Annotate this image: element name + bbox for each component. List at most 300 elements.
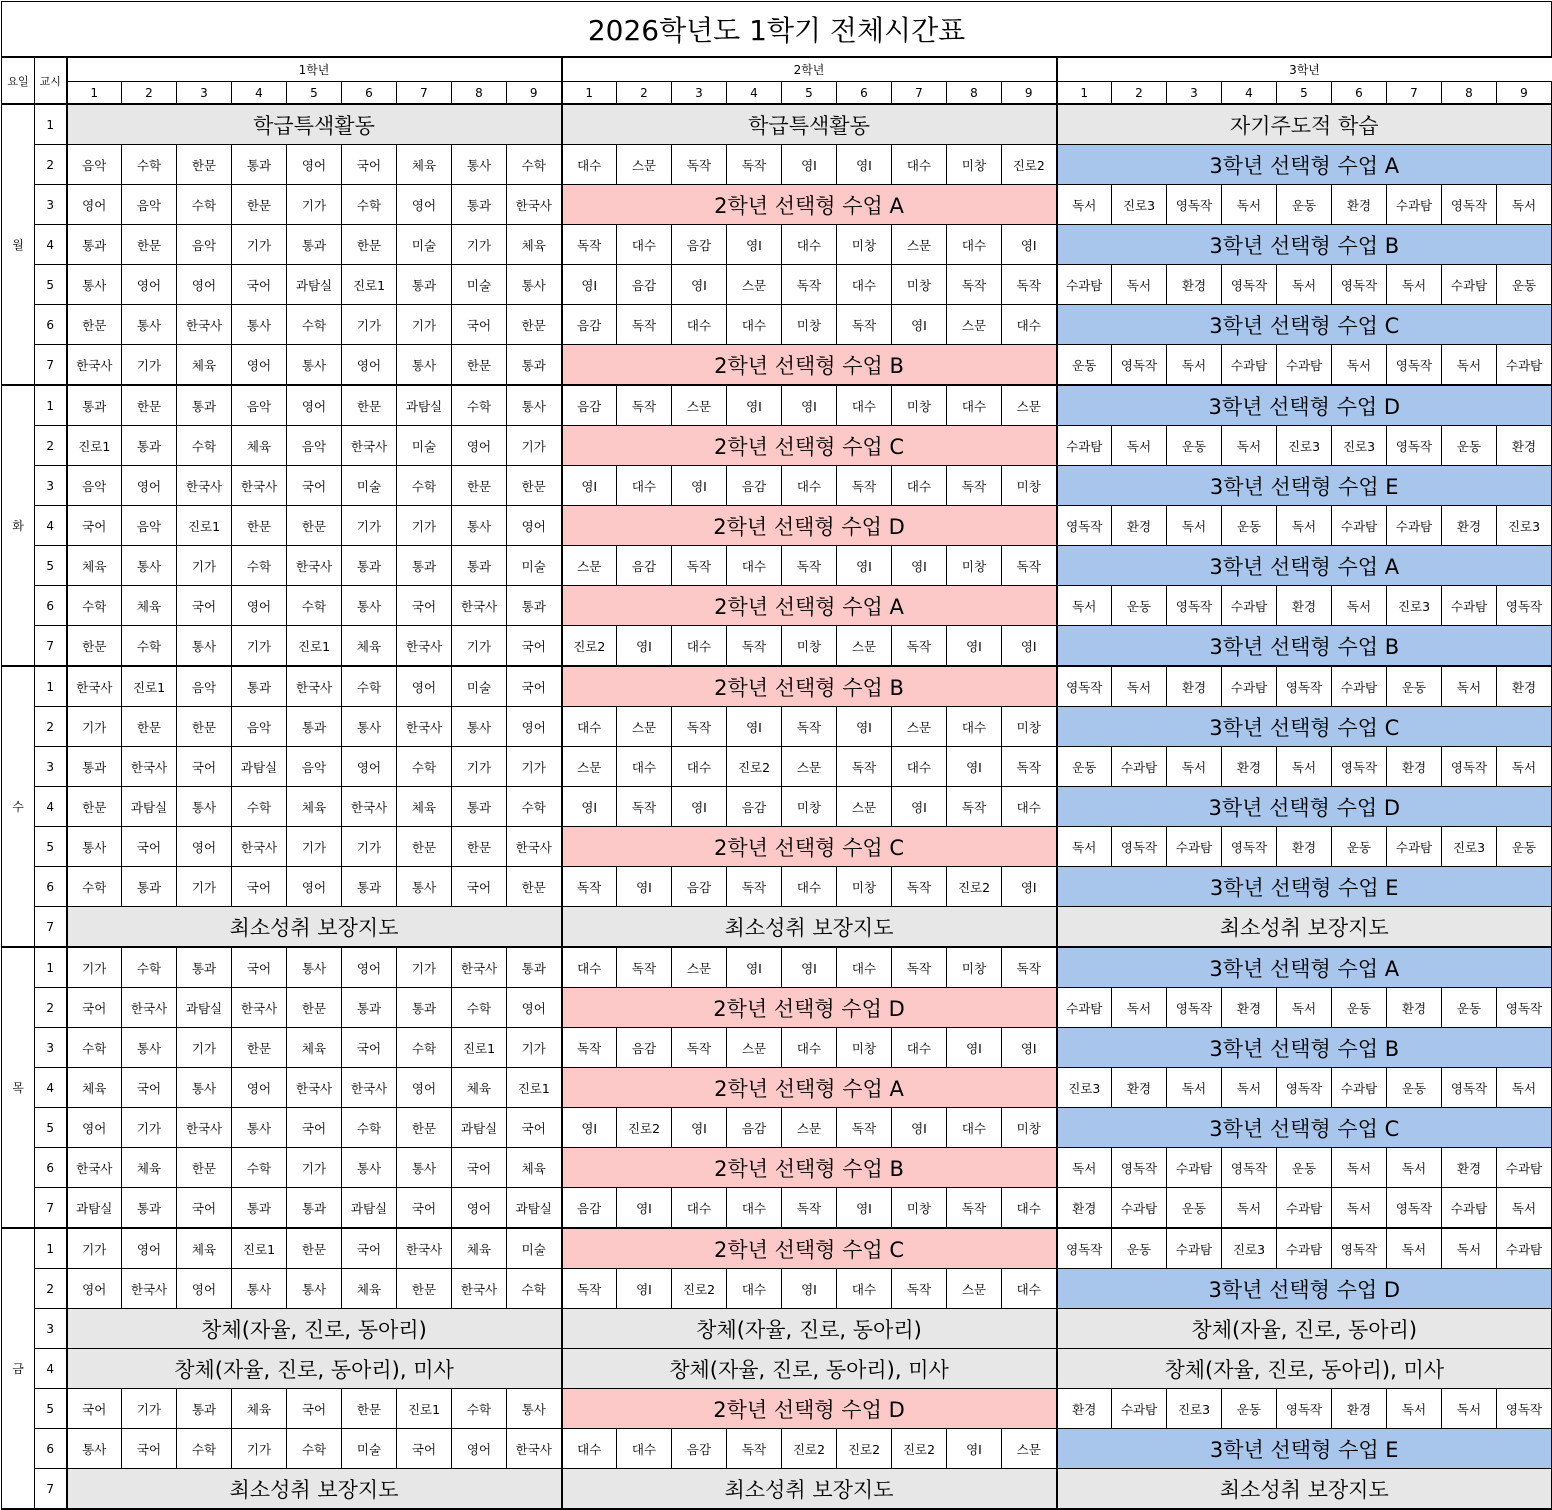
subject-cell: 영어: [232, 1068, 287, 1108]
class-number-header: 1: [1057, 82, 1112, 105]
period-row: [2, 185, 1552, 225]
subject-cell: 영Ⅰ: [617, 867, 672, 907]
subject-cell: 대수: [947, 385, 1002, 426]
subject-cell: 한문: [67, 787, 122, 827]
subject-cell: 수과탐: [1112, 1389, 1167, 1429]
subject-cell: 진로3: [1277, 426, 1332, 466]
subject-cell: 독작: [672, 145, 727, 185]
subject-cell: 운동: [1277, 185, 1332, 225]
subject-cell: 대수: [562, 145, 617, 185]
subject-cell: 운동: [1112, 1228, 1167, 1269]
subject-cell: 영Ⅰ: [672, 265, 727, 305]
subject-cell: 한문: [507, 466, 562, 506]
subject-cell: 음악: [287, 747, 342, 787]
subject-cell: 국어: [232, 265, 287, 305]
subject-cell: 스문: [562, 747, 617, 787]
subject-cell: 진로3: [1222, 1228, 1277, 1269]
subject-cell: 통과: [452, 185, 507, 225]
subject-cell: 영어: [507, 707, 562, 747]
subject-cell: 미술: [507, 546, 562, 586]
subject-cell: 국어: [342, 145, 397, 185]
subject-cell: 스문: [947, 1269, 1002, 1309]
subject-cell: 기가: [232, 1429, 287, 1469]
subject-cell: 영독작: [1332, 265, 1387, 305]
subject-cell: 영Ⅰ: [947, 1028, 1002, 1068]
grade-3-header: 3학년: [1057, 57, 1552, 82]
subject-cell: 한국사: [397, 707, 452, 747]
subject-cell: 한국사: [232, 827, 287, 867]
subject-cell: 미창: [892, 385, 947, 426]
subject-cell: 한문: [452, 345, 507, 386]
subject-cell: 대수: [782, 867, 837, 907]
class-number-header: 4: [1222, 82, 1277, 105]
subject-cell: 독서: [1057, 185, 1112, 225]
subject-cell: 독작: [1002, 265, 1057, 305]
subject-cell: 진로1: [507, 1068, 562, 1108]
subject-cell: 미창: [1002, 707, 1057, 747]
day-label: 금: [2, 1228, 35, 1509]
period-number: 5: [35, 1389, 67, 1429]
subject-cell: 독서: [1167, 747, 1222, 787]
subject-cell: 독작: [782, 707, 837, 747]
subject-cell: 수과탐: [1277, 1228, 1332, 1269]
subject-cell: 스문: [782, 747, 837, 787]
subject-cell: 통과: [67, 385, 122, 426]
subject-cell: 독서: [1222, 1188, 1277, 1229]
subject-cell: 통사: [287, 947, 342, 988]
period-number: 2: [35, 707, 67, 747]
subject-cell: 독서: [1387, 1148, 1442, 1188]
subject-cell: 통과: [507, 345, 562, 386]
subject-cell: 한국사: [287, 1068, 342, 1108]
period-row: [2, 305, 1552, 345]
subject-cell: 기가: [287, 1148, 342, 1188]
subject-cell: 독서: [1442, 1228, 1497, 1269]
subject-cell: 통사: [452, 145, 507, 185]
subject-cell: 통사: [232, 1269, 287, 1309]
subject-cell: 음악: [122, 506, 177, 546]
subject-cell: 영독작: [1442, 1068, 1497, 1108]
period-number: 7: [35, 626, 67, 667]
subject-cell: 대수: [617, 747, 672, 787]
subject-cell: 국어: [67, 506, 122, 546]
subject-cell: 환경: [1277, 827, 1332, 867]
subject-cell: 독작: [782, 546, 837, 586]
subject-cell: 진로2: [782, 1429, 837, 1469]
subject-cell: 영독작: [1497, 988, 1552, 1028]
subject-cell: 운동: [1442, 426, 1497, 466]
subject-cell: 한국사: [177, 1108, 232, 1148]
subject-cell: 한국사: [342, 1068, 397, 1108]
subject-cell: 수학: [342, 666, 397, 707]
period-number: 3: [35, 1028, 67, 1068]
period-row: [2, 546, 1552, 586]
subject-cell: 수학: [177, 426, 232, 466]
subject-cell: 독작: [1002, 546, 1057, 586]
subject-cell: 영독작: [1387, 345, 1442, 386]
subject-cell: 통사: [452, 707, 507, 747]
subject-cell: 스문: [672, 385, 727, 426]
subject-cell: 영Ⅰ: [1002, 867, 1057, 907]
subject-cell: 한문: [177, 145, 232, 185]
subject-cell: 영Ⅰ: [727, 707, 782, 747]
merged-activity-cell: 2학년 선택형 수업 A: [562, 1068, 1057, 1108]
subject-cell: 진로3: [1112, 185, 1167, 225]
subject-cell: 미술: [342, 466, 397, 506]
merged-activity-cell: 창체(자율, 진로, 동아리), 미사: [562, 1349, 1057, 1389]
subject-cell: 독작: [837, 466, 892, 506]
period-number: 4: [35, 225, 67, 265]
period-row: [2, 867, 1552, 907]
subject-cell: 영독작: [1167, 185, 1222, 225]
subject-cell: 음감: [562, 1188, 617, 1229]
class-number-header: 8: [452, 82, 507, 105]
subject-cell: 대수: [947, 225, 1002, 265]
merged-activity-cell: 최소성취 보장지도: [562, 907, 1057, 948]
subject-cell: 영독작: [1387, 1188, 1442, 1229]
period-row: [2, 907, 1552, 948]
subject-cell: 수과탐: [1387, 506, 1442, 546]
subject-cell: 스문: [1002, 385, 1057, 426]
subject-cell: 한문: [397, 1108, 452, 1148]
subject-cell: 독작: [837, 747, 892, 787]
subject-cell: 독작: [782, 1188, 837, 1229]
subject-cell: 한문: [287, 1228, 342, 1269]
merged-activity-cell: 3학년 선택형 수업 C: [1057, 1108, 1552, 1148]
subject-cell: 독작: [672, 1028, 727, 1068]
class-number-header: 4: [232, 82, 287, 105]
period-row: [2, 145, 1552, 185]
subject-cell: 미술: [452, 265, 507, 305]
period-row: [2, 666, 1552, 707]
subject-cell: 영Ⅰ: [782, 145, 837, 185]
subject-cell: 수학: [232, 787, 287, 827]
subject-cell: 음감: [727, 1108, 782, 1148]
subject-cell: 독작: [782, 265, 837, 305]
subject-cell: 기가: [287, 185, 342, 225]
subject-cell: 수학: [452, 1389, 507, 1429]
subject-cell: 대수: [727, 1269, 782, 1309]
subject-cell: 독서: [1277, 988, 1332, 1028]
subject-cell: 국어: [342, 1228, 397, 1269]
subject-cell: 대수: [727, 1188, 782, 1229]
subject-cell: 기가: [397, 506, 452, 546]
subject-cell: 대수: [672, 1188, 727, 1229]
subject-cell: 한국사: [342, 787, 397, 827]
subject-cell: 체육: [342, 626, 397, 667]
subject-cell: 국어: [507, 666, 562, 707]
subject-cell: 영어: [397, 185, 452, 225]
period-number: 3: [35, 466, 67, 506]
merged-activity-cell: 3학년 선택형 수업 D: [1057, 787, 1552, 827]
subject-cell: 영어: [452, 1429, 507, 1469]
subject-cell: 환경: [1112, 506, 1167, 546]
subject-cell: 수학: [287, 1429, 342, 1469]
subject-cell: 음감: [562, 305, 617, 345]
subject-cell: 대수: [1002, 305, 1057, 345]
subject-cell: 환경: [1497, 426, 1552, 466]
subject-cell: 환경: [1167, 265, 1222, 305]
merged-activity-cell: 3학년 선택형 수업 A: [1057, 546, 1552, 586]
subject-cell: 미창: [1002, 466, 1057, 506]
subject-cell: 환경: [1222, 988, 1277, 1028]
subject-cell: 영독작: [1167, 586, 1222, 626]
subject-cell: 독서: [1332, 345, 1387, 386]
subject-cell: 통사: [122, 305, 177, 345]
subject-cell: 기가: [452, 225, 507, 265]
subject-cell: 통사: [122, 1028, 177, 1068]
subject-cell: 진로1: [232, 1228, 287, 1269]
subject-cell: 한문: [452, 466, 507, 506]
subject-cell: 통과: [177, 385, 232, 426]
subject-cell: 수과탐: [1442, 586, 1497, 626]
period-row: [2, 1108, 1552, 1148]
class-number-header: 3: [672, 82, 727, 105]
subject-cell: 한국사: [122, 1269, 177, 1309]
subject-cell: 음감: [672, 1429, 727, 1469]
subject-cell: 영Ⅰ: [727, 947, 782, 988]
subject-cell: 국어: [177, 586, 232, 626]
subject-cell: 독서: [1442, 345, 1497, 386]
subject-cell: 수과탐: [1112, 747, 1167, 787]
merged-activity-cell: 2학년 선택형 수업 A: [562, 185, 1057, 225]
subject-cell: 진로1: [67, 426, 122, 466]
merged-activity-cell: 2학년 선택형 수업 B: [562, 1148, 1057, 1188]
merged-activity-cell: 2학년 선택형 수업 D: [562, 988, 1057, 1028]
period-number: 5: [35, 1108, 67, 1148]
subject-cell: 음악: [177, 666, 232, 707]
class-number-header: 8: [947, 82, 1002, 105]
subject-cell: 스문: [837, 787, 892, 827]
subject-cell: 수과탐: [1442, 1188, 1497, 1229]
period-number: 2: [35, 145, 67, 185]
subject-cell: 진로3: [1442, 827, 1497, 867]
subject-cell: 체육: [67, 1068, 122, 1108]
subject-cell: 기가: [232, 626, 287, 667]
subject-cell: 영Ⅰ: [782, 1269, 837, 1309]
period-column-header: 교시: [35, 57, 67, 104]
subject-cell: 환경: [1442, 506, 1497, 546]
subject-cell: 통사: [177, 1068, 232, 1108]
subject-cell: 한문: [397, 827, 452, 867]
merged-activity-cell: 최소성취 보장지도: [67, 907, 562, 948]
period-row: [2, 225, 1552, 265]
subject-cell: 한문: [452, 827, 507, 867]
subject-cell: 독작: [617, 305, 672, 345]
period-number: 7: [35, 907, 67, 948]
subject-cell: 미창: [782, 787, 837, 827]
subject-cell: 독작: [727, 626, 782, 667]
merged-activity-cell: 자기주도적 학습: [1057, 104, 1552, 145]
subject-cell: 미창: [892, 265, 947, 305]
period-row: [2, 947, 1552, 988]
class-number-header: 2: [122, 82, 177, 105]
subject-cell: 체육: [342, 1269, 397, 1309]
subject-cell: 대수: [947, 707, 1002, 747]
subject-cell: 대수: [1002, 787, 1057, 827]
subject-cell: 환경: [1497, 666, 1552, 707]
period-row: [2, 1188, 1552, 1229]
subject-cell: 스문: [947, 305, 1002, 345]
subject-cell: 대수: [892, 145, 947, 185]
subject-cell: 대수: [947, 1108, 1002, 1148]
class-number-header: 9: [1497, 82, 1552, 105]
subject-cell: 독작: [672, 707, 727, 747]
subject-cell: 환경: [1277, 586, 1332, 626]
subject-cell: 운동: [1442, 988, 1497, 1028]
subject-cell: 과탐실: [342, 1188, 397, 1229]
merged-activity-cell: 3학년 선택형 수업 C: [1057, 707, 1552, 747]
subject-cell: 국어: [287, 1108, 342, 1148]
subject-cell: 영Ⅰ: [892, 787, 947, 827]
subject-cell: 진로1: [397, 1389, 452, 1429]
subject-cell: 기가: [342, 305, 397, 345]
subject-cell: 영독작: [1497, 586, 1552, 626]
subject-cell: 영어: [342, 747, 397, 787]
subject-cell: 음악: [177, 225, 232, 265]
subject-cell: 영독작: [1222, 265, 1277, 305]
subject-cell: 영어: [397, 666, 452, 707]
subject-cell: 기가: [177, 546, 232, 586]
subject-cell: 영어: [177, 827, 232, 867]
subject-cell: 국어: [342, 1028, 397, 1068]
subject-cell: 영어: [232, 586, 287, 626]
subject-cell: 미창: [892, 1188, 947, 1229]
period-number: 1: [35, 104, 67, 145]
class-number-header: 6: [342, 82, 397, 105]
subject-cell: 한문: [397, 1269, 452, 1309]
subject-cell: 진로2: [562, 626, 617, 667]
subject-cell: 수학: [67, 586, 122, 626]
subject-cell: 통사: [397, 345, 452, 386]
merged-activity-cell: 창체(자율, 진로, 동아리): [67, 1309, 562, 1349]
subject-cell: 독서: [1387, 1389, 1442, 1429]
subject-cell: 수학: [452, 988, 507, 1028]
subject-cell: 수과탐: [1057, 426, 1112, 466]
subject-cell: 독작: [892, 626, 947, 667]
subject-cell: 영독작: [1222, 827, 1277, 867]
subject-cell: 영Ⅰ: [1002, 626, 1057, 667]
subject-cell: 운동: [1222, 506, 1277, 546]
subject-cell: 수학: [287, 305, 342, 345]
subject-cell: 영Ⅰ: [947, 626, 1002, 667]
subject-cell: 영어: [67, 185, 122, 225]
subject-cell: 국어: [122, 1068, 177, 1108]
subject-cell: 영독작: [1057, 1228, 1112, 1269]
subject-cell: 독작: [947, 466, 1002, 506]
subject-cell: 통사: [342, 1148, 397, 1188]
subject-cell: 국어: [287, 466, 342, 506]
subject-cell: 국어: [122, 1429, 177, 1469]
period-number: 2: [35, 988, 67, 1028]
subject-cell: 영독작: [1112, 827, 1167, 867]
period-number: 4: [35, 787, 67, 827]
subject-cell: 국어: [287, 1389, 342, 1429]
period-number: 4: [35, 1349, 67, 1389]
subject-cell: 진로3: [1332, 426, 1387, 466]
subject-cell: 수과탐: [1277, 345, 1332, 386]
subject-cell: 통사: [397, 1148, 452, 1188]
class-number-header: 9: [507, 82, 562, 105]
period-row: [2, 385, 1552, 426]
day-label: 목: [2, 947, 35, 1228]
subject-cell: 독작: [562, 1028, 617, 1068]
subject-cell: 통사: [507, 265, 562, 305]
subject-cell: 수학: [342, 185, 397, 225]
subject-cell: 스문: [617, 707, 672, 747]
subject-cell: 한국사: [287, 666, 342, 707]
subject-cell: 수과탐: [1222, 666, 1277, 707]
subject-cell: 통사: [177, 787, 232, 827]
subject-cell: 운동: [1332, 827, 1387, 867]
period-row: [2, 1429, 1552, 1469]
subject-cell: 대수: [892, 1028, 947, 1068]
subject-cell: 수학: [397, 1028, 452, 1068]
subject-cell: 독서: [1112, 666, 1167, 707]
subject-cell: 수과탐: [1332, 1068, 1387, 1108]
period-number: 5: [35, 546, 67, 586]
subject-cell: 수과탐: [1497, 1148, 1552, 1188]
subject-cell: 국어: [452, 305, 507, 345]
subject-cell: 통과: [122, 867, 177, 907]
subject-cell: 영독작: [1332, 1228, 1387, 1269]
subject-cell: 진로3: [1387, 586, 1442, 626]
subject-cell: 수학: [232, 546, 287, 586]
subject-cell: 기가: [122, 1389, 177, 1429]
period-number: 7: [35, 1188, 67, 1229]
subject-cell: 독서: [1057, 827, 1112, 867]
period-row: [2, 1228, 1552, 1269]
subject-cell: 영독작: [1442, 185, 1497, 225]
subject-cell: 운동: [1167, 426, 1222, 466]
subject-cell: 영Ⅰ: [782, 385, 837, 426]
subject-cell: 대수: [782, 225, 837, 265]
subject-cell: 한문: [507, 867, 562, 907]
subject-cell: 미창: [947, 145, 1002, 185]
subject-cell: 한국사: [67, 666, 122, 707]
subject-cell: 한국사: [122, 747, 177, 787]
subject-cell: 미창: [837, 225, 892, 265]
period-row: [2, 988, 1552, 1028]
merged-activity-cell: 학급특색활동: [67, 104, 562, 145]
subject-cell: 영어: [342, 947, 397, 988]
subject-cell: 음악: [232, 707, 287, 747]
subject-cell: 통사: [177, 626, 232, 667]
subject-cell: 한문: [122, 707, 177, 747]
subject-cell: 독서: [1442, 1389, 1497, 1429]
subject-cell: 독작: [837, 1108, 892, 1148]
period-number: 7: [35, 345, 67, 386]
period-number: 7: [35, 1469, 67, 1510]
subject-cell: 대수: [672, 305, 727, 345]
subject-cell: 기가: [67, 707, 122, 747]
subject-cell: 수학: [177, 185, 232, 225]
subject-cell: 수과탐: [1442, 265, 1497, 305]
period-number: 6: [35, 867, 67, 907]
subject-cell: 체육: [67, 546, 122, 586]
period-row: [2, 1309, 1552, 1349]
subject-cell: 영어: [122, 265, 177, 305]
subject-cell: 독서: [1497, 1068, 1552, 1108]
subject-cell: 영어: [452, 426, 507, 466]
period-number: 6: [35, 305, 67, 345]
subject-cell: 과탐실: [507, 1188, 562, 1229]
subject-cell: 영Ⅰ: [892, 305, 947, 345]
subject-cell: 독서: [1167, 506, 1222, 546]
subject-cell: 통과: [397, 265, 452, 305]
subject-cell: 국어: [67, 1389, 122, 1429]
subject-cell: 진로1: [122, 666, 177, 707]
